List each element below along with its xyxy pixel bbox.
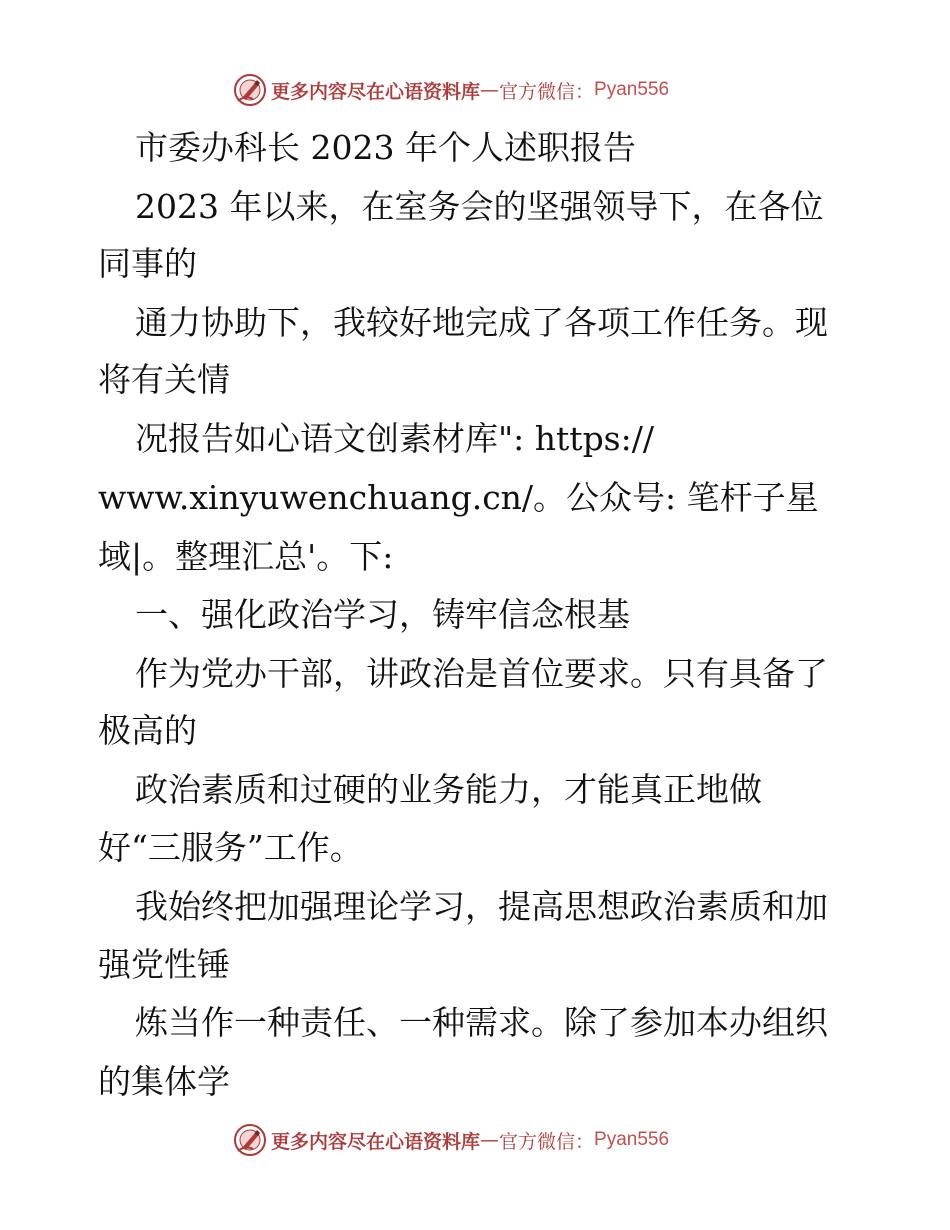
banner-brand: 更多内容尽在心语资料库 — [271, 80, 481, 103]
banner-separator: — — [480, 79, 500, 101]
text-line: 炼当作一种责任、一种需求。除了参加本办组织 — [135, 1003, 828, 1042]
text-line: 强党性锤 — [98, 945, 230, 984]
text-line: 况报告如心语文创素材库": https:// — [135, 419, 654, 458]
text-line: 我始终把加强理论学习，提高思想政治素质和加 — [135, 887, 828, 926]
text-line: www.xinyuwenchuang.cn/。公众号: 笔杆子星 — [98, 478, 819, 517]
text-line: 2023 年以来，在室务会的坚强领导下，在各位 — [135, 187, 824, 226]
text-line: 的集体学 — [98, 1062, 230, 1101]
section-heading: 一、强化政治学习，铸牢信念根基 — [135, 595, 630, 634]
text-line: 通力协助下，我较好地完成了各项工作任务。现 — [135, 303, 828, 342]
banner-separator: — — [480, 1129, 500, 1151]
pen-logo-icon — [233, 1123, 267, 1157]
banner-contact-label: 官方微信： — [499, 1130, 595, 1153]
banner-wechat-id: Pyan556 — [594, 79, 670, 100]
text-line: 域|。整理汇总'。下: — [98, 537, 394, 576]
text-line: 好“三服务”工作。 — [98, 828, 363, 867]
text-line: 作为党办干部，讲政治是首位要求。只有具备了 — [135, 654, 828, 693]
document-title: 市委办科长 2023 年个人述职报告 — [135, 128, 636, 167]
text-line: 极高的 — [98, 711, 197, 750]
banner-brand: 更多内容尽在心语资料库 — [271, 1130, 481, 1153]
footer-banner — [233, 1122, 669, 1158]
banner-wechat-id: Pyan556 — [594, 1129, 670, 1150]
pen-logo-icon — [233, 73, 267, 107]
text-line: 将有关情 — [98, 360, 230, 399]
banner-contact-label: 官方微信： — [499, 80, 595, 103]
text-line: 政治素质和过硬的业务能力，才能真正地做 — [135, 770, 762, 809]
text-line: 同事的 — [98, 244, 197, 283]
header-banner — [233, 72, 669, 108]
